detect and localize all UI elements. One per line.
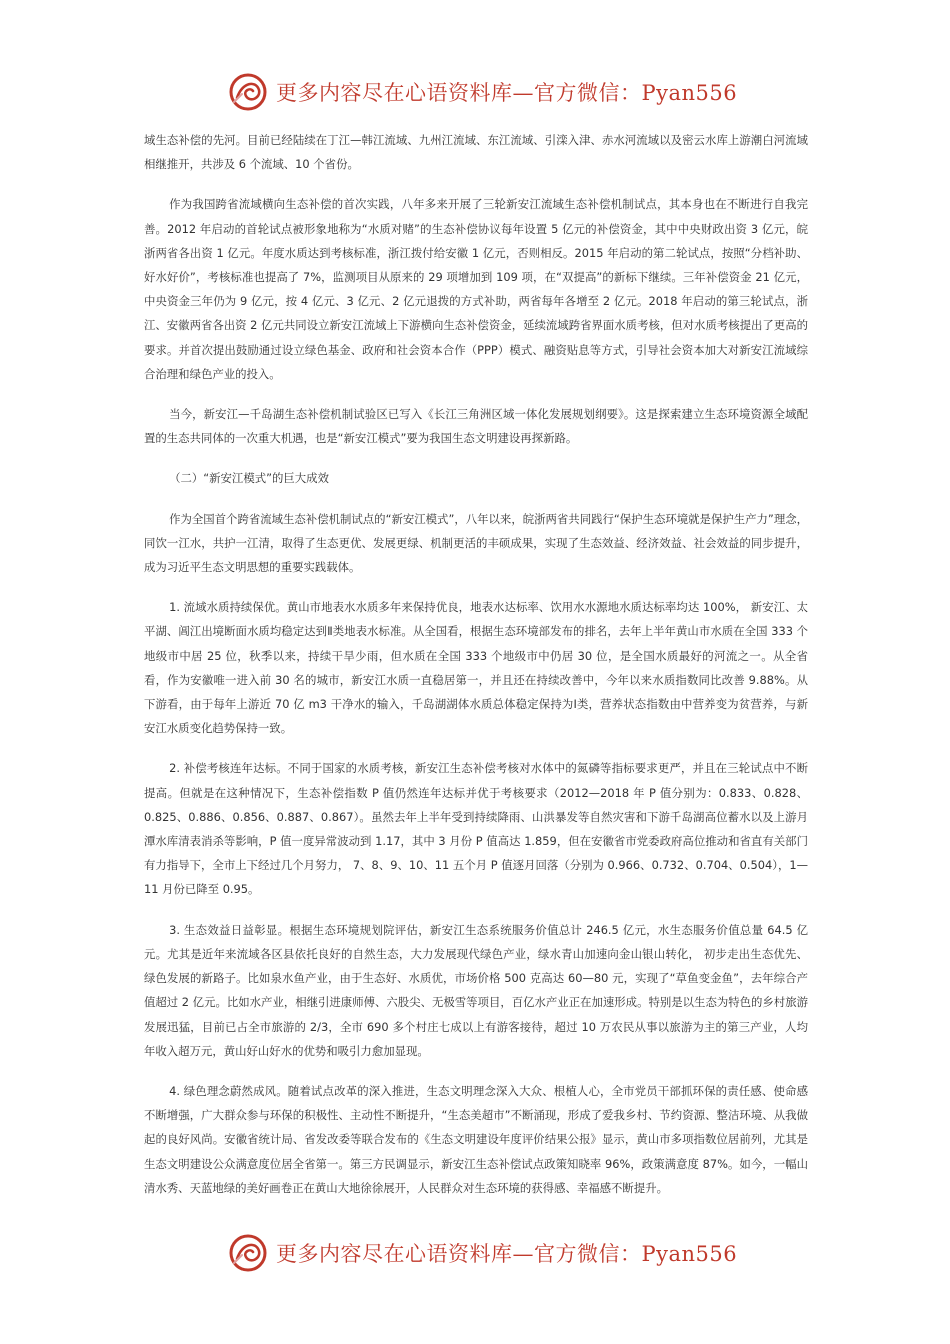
paragraph: 1. 流域水质持续保优。黄山市地表水水质多年来保持优良，地表水达标率、饮用水水源地水质达标率均达 100%， 新安江、太平湖、阊江出境断面水质均稳定达到Ⅱ类地表水标准。从全国看，根据生态环境部发布的排名，去年上半年黄山市水质在全国 333 个地级市中居 25 位，秋季以来，持续干旱少雨，但水质在全国 333 个地级市中仍居 30 位，是全国水质最好的河流之一。从全省看，作为安徽唯一进入前 30 名的城市，新安江水质一直稳居第一，并且还在持续改善中，今年以来水质指数同比改善 9.88%。从下游看，由于每年上游近 70 亿 m3 干净水的输入，千岛湖湖体水质总体稳定保持为Ⅰ类，营养状态指数由中营养变为贫营养，与新安江水质变化趋势保持一致。 [144, 600, 808, 736]
watermark-banner-bottom [228, 1233, 748, 1273]
section-heading: （二）“新安江模式”的巨大成效 [169, 471, 329, 486]
document-body [144, 128, 808, 1216]
red-swirl-logo-icon [228, 72, 268, 112]
paragraph: 3. 生态效益日益彰显。根据生态环境规划院评估，新安江生态系统服务价值总计 246.5 亿元，水生态服务价值总量 64.5 亿元。尤其是近年来流域各区县依托良好的自然生态，大力发展现代绿色产业，绿水青山加速向金山银山转化， 初步走出生态优先、绿色发展的新路子。比如泉水鱼产业，由于生态好、水质优，市场价格 500 克高达 60—80 元，实现了“草鱼变金鱼”，去年综合产值超过 2 亿元。比如水产业，相继引进康师傅、六股尖、无极雪等项目，百亿水产业正在加速形成。特别是以生态为特色的乡村旅游发展迅猛，目前已占全市旅游的 2/3，全市 690 多个村庄七成以上有游客接待，超过 10 万农民从事以旅游为主的第三产业，人均年收入超万元，黄山好山好水的优势和吸引力愈加显现。 [144, 922, 808, 1058]
paragraph: 作为全国首个跨省流域生态补偿机制试点的“新安江模式”，八年以来，皖浙两省共同践行“保护生态环境就是保护生产力”理念，同饮一江水，共护一江清，取得了生态更优、发展更绿、机制更活的丰硕成果，实现了生态效益、经济效益、社会效益的同步提升，成为习近平生态文明思想的重要实践载体。 [144, 511, 808, 575]
paragraph: 当今，新安江—千岛湖生态补偿机制试验区已写入《长江三角洲区域一体化发展规划纲要》。这是探索建立生态环境资源全域配置的生态共同体的一次重大机遇，也是“新安江模式”要为我国生态文明建设再探新路。 [144, 407, 808, 446]
watermark-banner-top [228, 72, 748, 112]
paragraph: 域生态补偿的先河。目前已经陆续在丁江—韩江流域、九州江流域、东江流域、引滦入津、赤水河流域以及密云水库上游潮白河流域相继推开，共涉及 6 个流域、10 个省份。 [144, 133, 808, 172]
watermark-text: 更多内容尽在心语资料库—官方微信：Pyan556 [276, 1242, 738, 1266]
watermark-text: 更多内容尽在心语资料库—官方微信：Pyan556 [276, 81, 738, 105]
paragraph: 作为我国跨省流域横向生态补偿的首次实践，八年多来开展了三轮新安江流域生态补偿机制试点，其本身也在不断进行自我完善。2012 年启动的首轮试点被形象地称为“水质对赌”的生态补偿协议每年设置 5 亿元的补偿资金，其中中央财政出资 3 亿元，皖浙两省各出资 1 亿元。年度水质达到考核标准，浙江拨付给安徽 1 亿元，否则相反。2015 年启动的第二轮试点，按照“分档补助、好水好价”，考核标准也提高了 7%，监测项目从原来的 29 项增加到 109 项，在“双提高”的新标下继续。三年补偿资金 21 亿元，中央资金三年仍为 9 亿元，按 4 亿元、3 亿元、2 亿元退拨的方式补助，两省每年各增至 2 亿元。2018 年启动的第三轮试点，浙江、安徽两省各出资 2 亿元共同设立新安江流域上下游横向生态补偿资金，延续流域跨省界面水质考核，但对水质考核提出了更高的要求。并首次提出鼓励通过设立绿色基金、政府和社会资本合作（PPP）模式、融资贴息等方式，引导社会资本加大对新安江流域综合治理和绿色产业的投入。 [144, 197, 808, 381]
paragraph: 2. 补偿考核连年达标。不同于国家的水质考核，新安江生态补偿考核对水体中的氮磷等指标要求更严，并且在三轮试点中不断提高。但就是在这种情况下，生态补偿指数 P 值仍然连年达标并优于考核要求（2012—2018 年 P 值分别为：0.833、0.828、0.825、0.886、0.856、0.887、0.867）。虽然去年上半年受到持续降雨、山洪暴发等自然灾害和下游千岛湖高位蓄水以及上游月潭水库清表消杀等影响，P 值一度异常波动到 1.17，其中 3 月份 P 值高达 1.859，但在安徽省市党委政府高位推动和省直有关部门有力指导下，全市上下经过几个月努力， 7、8、9、10、11 五个月 P 值逐月回落（分别为 0.966、0.732、0.704、0.504），1—11 月份已降至 0.95。 [144, 761, 808, 897]
red-swirl-logo-icon [228, 1233, 268, 1273]
paragraph: 4. 绿色理念蔚然成风。随着试点改革的深入推进，生态文明理念深入大众、根植人心，全市党员干部抓环保的责任感、使命感不断增强，广大群众参与环保的积极性、主动性不断提升，“生态美超市”不断涌现，形成了爱我乡村、节约资源、整洁环境、从我做起的良好风尚。安徽省统计局、省发改委等联合发布的《生态文明建设年度评价结果公报》显示，黄山市多项指数位居前列，尤其是生态文明建设公众满意度位居全省第一。第三方民调显示，新安江生态补偿试点政策知晓率 96%，政策满意度 87%。如今，一幅山清水秀、天蓝地绿的美好画卷正在黄山大地徐徐展开，人民群众对生态环境的获得感、幸福感不断提升。 [144, 1083, 808, 1195]
